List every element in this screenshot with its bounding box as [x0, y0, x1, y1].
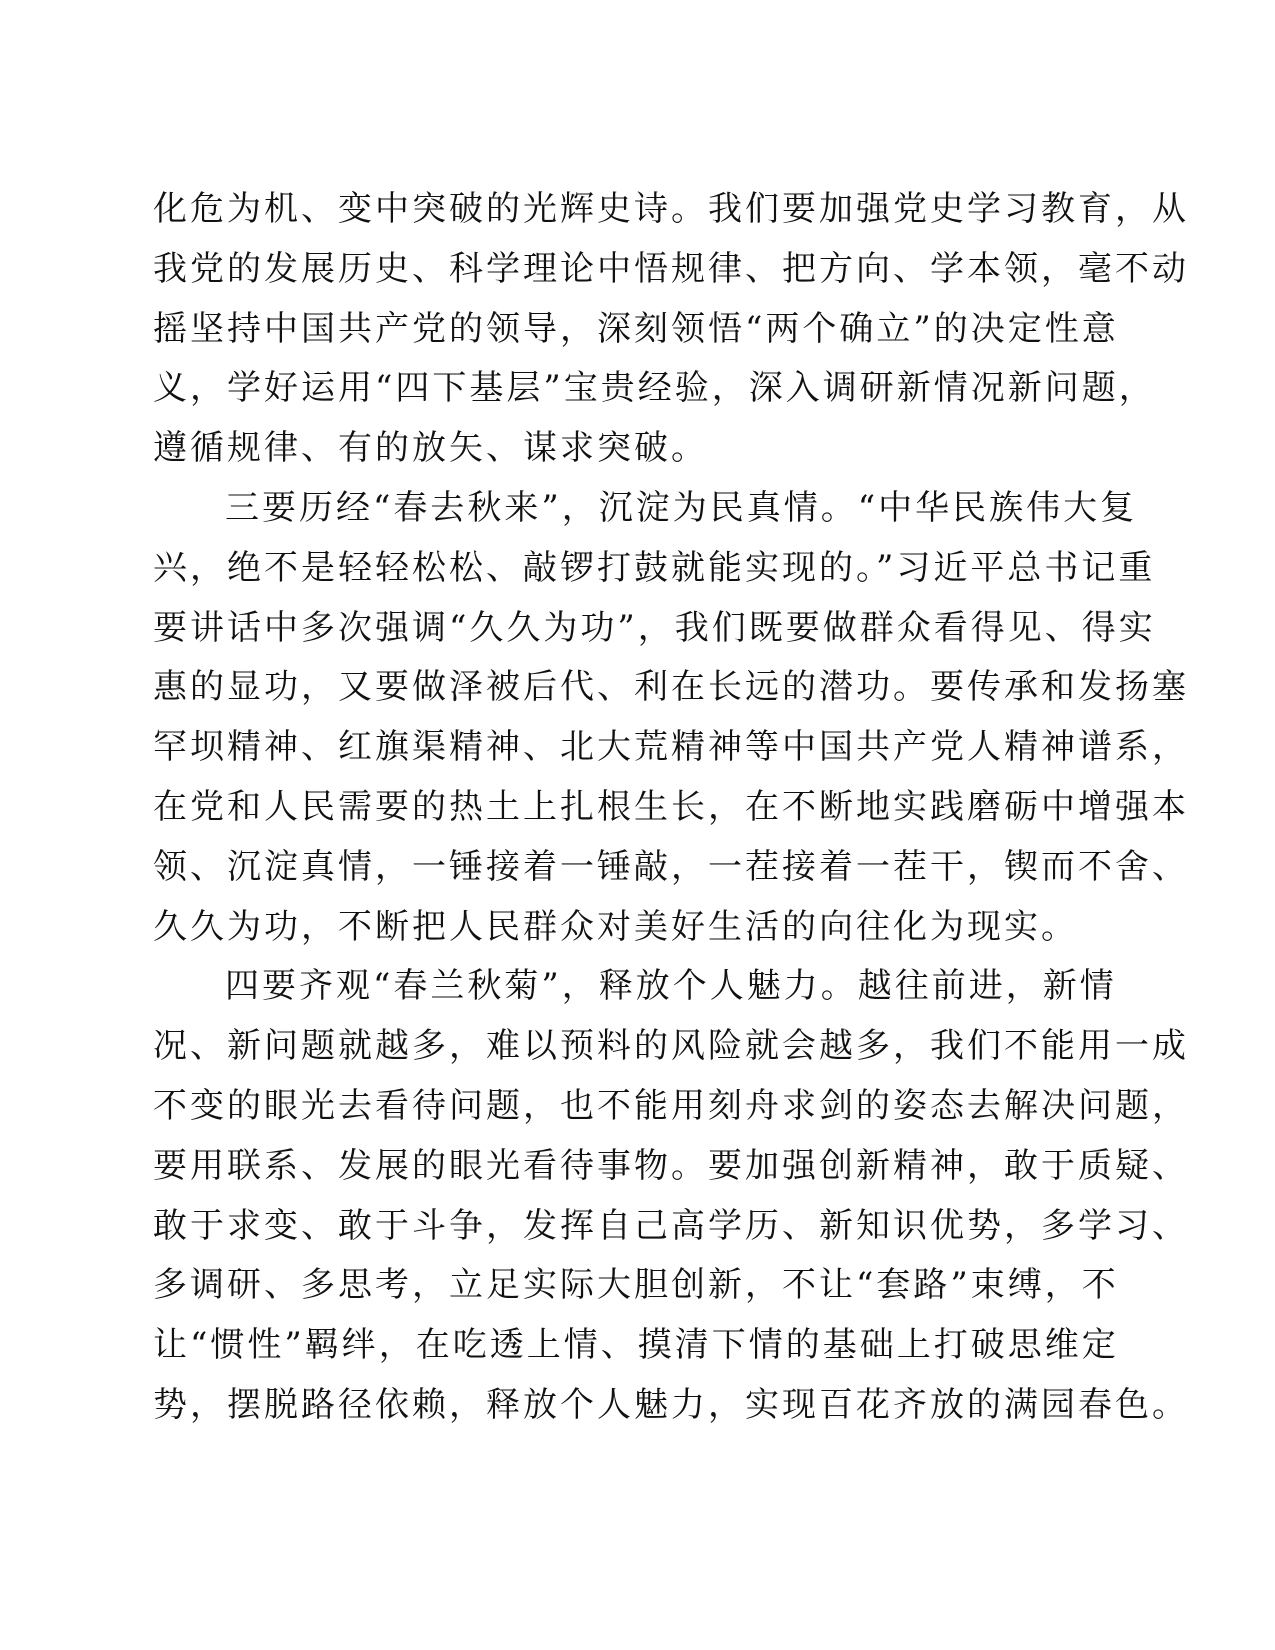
- text-line: 多调研、多思考，立足实际大胆创新，不让“套路”束缚，不: [153, 1265, 1119, 1306]
- text-line: 三要历经“春去秋来”，沉淀为民真情。“中华民族伟大复: [225, 487, 1138, 528]
- text-line: 敢于求变、敢于斗争，发挥自己高学历、新知识优势，多学习、: [153, 1205, 1189, 1246]
- text-line: 要用联系、发展的眼光看待事物。要加强创新精神，敢于质疑、: [153, 1145, 1189, 1186]
- text-line: 要讲话中多次强调“久久为功”，我们既要做群众看得见、得实: [153, 607, 1156, 648]
- text-line: 遵循规律、有的放矢、谋求突破。: [153, 428, 708, 469]
- paragraph-continuation: [153, 180, 1189, 479]
- text-line: 让“惯性”羁绊，在吃透上情、摸清下情的基础上打破思维定: [153, 1325, 1119, 1366]
- paragraph-third-point: [153, 479, 1189, 957]
- text-line: 在党和人民需要的热土上扎根生长，在不断地实践磨砺中增强本: [153, 786, 1189, 827]
- text-line: 摇坚持中国共产党的领导，深刻领悟“两个确立”的决定性意: [153, 308, 1119, 349]
- text-line: 不变的眼光去看待问题，也不能用刻舟求剑的姿态去解决问题，: [153, 1085, 1189, 1126]
- text-line: 我党的发展历史、科学理论中悟规律、把方向、学本领，毫不动: [153, 248, 1189, 289]
- text-line: 罕坝精神、红旗渠精神、北大荒精神等中国共产党人精神谱系，: [153, 727, 1189, 768]
- text-line: 四要齐观“春兰秋菊”，释放个人魅力。越往前进，新情: [225, 966, 1117, 1007]
- document-body: [153, 180, 1189, 1436]
- text-line: 义，学好运用“四下基层”宝贵经验，深入调研新情况新问题，: [153, 368, 1156, 409]
- text-line: 势，摆脱路径依赖，释放个人魅力，实现百花齐放的满园春色。: [153, 1384, 1189, 1425]
- text-line: 化危为机、变中突破的光辉史诗。我们要加强党史学习教育，从: [153, 189, 1189, 229]
- paragraph-fourth-point: [153, 957, 1189, 1435]
- text-line: 况、新问题就越多，难以预料的风险就会越多，我们不能用一成: [153, 1026, 1189, 1067]
- text-line: 惠的显功，又要做泽被后代、利在长远的潜功。要传承和发扬塞: [153, 667, 1189, 708]
- text-line: 领、沉淀真情，一锤接着一锤敲，一茬接着一茬干，锲而不舍、: [153, 846, 1189, 887]
- text-line: 兴，绝不是轻轻松松、敲锣打鼓就能实现的。”习近平总书记重: [153, 547, 1156, 588]
- text-line: 久久为功，不断把人民群众对美好生活的向往化为现实。: [153, 906, 1078, 947]
